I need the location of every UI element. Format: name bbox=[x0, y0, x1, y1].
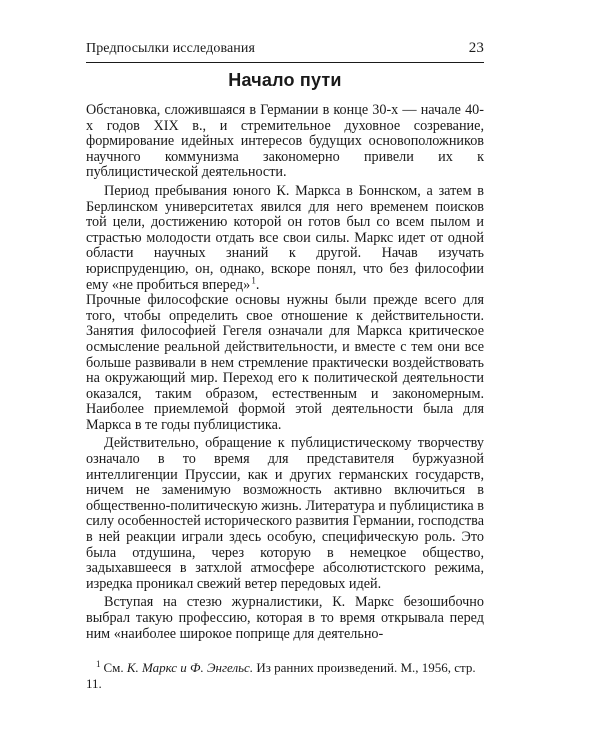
paragraph-3: Действительно, обращение к публицистическому творчеству означало в то время для представителя буржуазной интеллигенции Пруссии, как и других германских государств, ничем не заменимую возможность активно включиться в общественно-политическую жизнь. Литература и публицистика в силу особенностей исторического развития Германии, господства в ней реакции играли здесь особую, специфическую роль. Это была отдушина, через которую в немецкое общество, задыхавшееся в затхлой атмосфере абсолютистского режима, изредка проникал свежий ветер передовых идей. bbox=[86, 435, 484, 592]
paragraph-1: Обстановка, сложившаяся в Германии в конце 30-х — начале 40-х годов XIX в., и стремительное духовное созревание, формирование идейных интересов будущих основоположников научного коммунизма закономерно привели их к публицистической деятельности. bbox=[86, 102, 484, 181]
body-text bbox=[86, 103, 484, 642]
paragraph-2: Период пребывания юного К. Маркса в Боннском, а затем в Берлинском университетах явился для него временем поисков той цели, достижению которой он готов был со всем пылом и страстью молодости отдать все свои силы. Маркс идет от одной области научных знаний к другой. Начав изучать юриспруденцию, он, однако, вскоре понял, что без философии ему «не пробиться вперед» $^1$. bbox=[86, 182, 484, 293]
footnote-number: 1 bbox=[96, 658, 101, 669]
footnote-text: Из ранних произведений. М., 1956, стр. 11. bbox=[86, 660, 476, 691]
running-head bbox=[86, 40, 484, 57]
footnote-ref[interactable]: 1 bbox=[251, 274, 256, 285]
footnote-prefix: См. bbox=[103, 660, 124, 675]
footnote-authors: К. Маркс и Ф. Энгельс. bbox=[126, 660, 254, 675]
running-title: Предпосылки исследования bbox=[86, 41, 256, 56]
chapter-title: Начало пути bbox=[228, 70, 342, 90]
paragraph-4: Вступая на стезю журналистики, К. Маркс безошибочно выбрал такую профессию, которая в то время открывала перед ним «наиболее широкое поприще для деятельно- bbox=[86, 594, 484, 642]
paragraph-2-cont: Прочные философские основы нужны были прежде всего для того, чтобы определить свое отношение к действительности. Занятия философией Гегеля означали для Маркса критическое осмысление реальной действительности, и вместе с тем они все больше развивали в нем стремление практически воздействовать на окружающий мир. Переход его к политической деятельности оказался, таким образом, естественным и закономерным. Наиболее приемлемой формой этой деятельности была для Маркса в те годы публицистика. bbox=[86, 292, 484, 433]
page-number: 23 bbox=[468, 40, 484, 56]
header-rule bbox=[86, 62, 484, 63]
footnote bbox=[86, 660, 484, 692]
